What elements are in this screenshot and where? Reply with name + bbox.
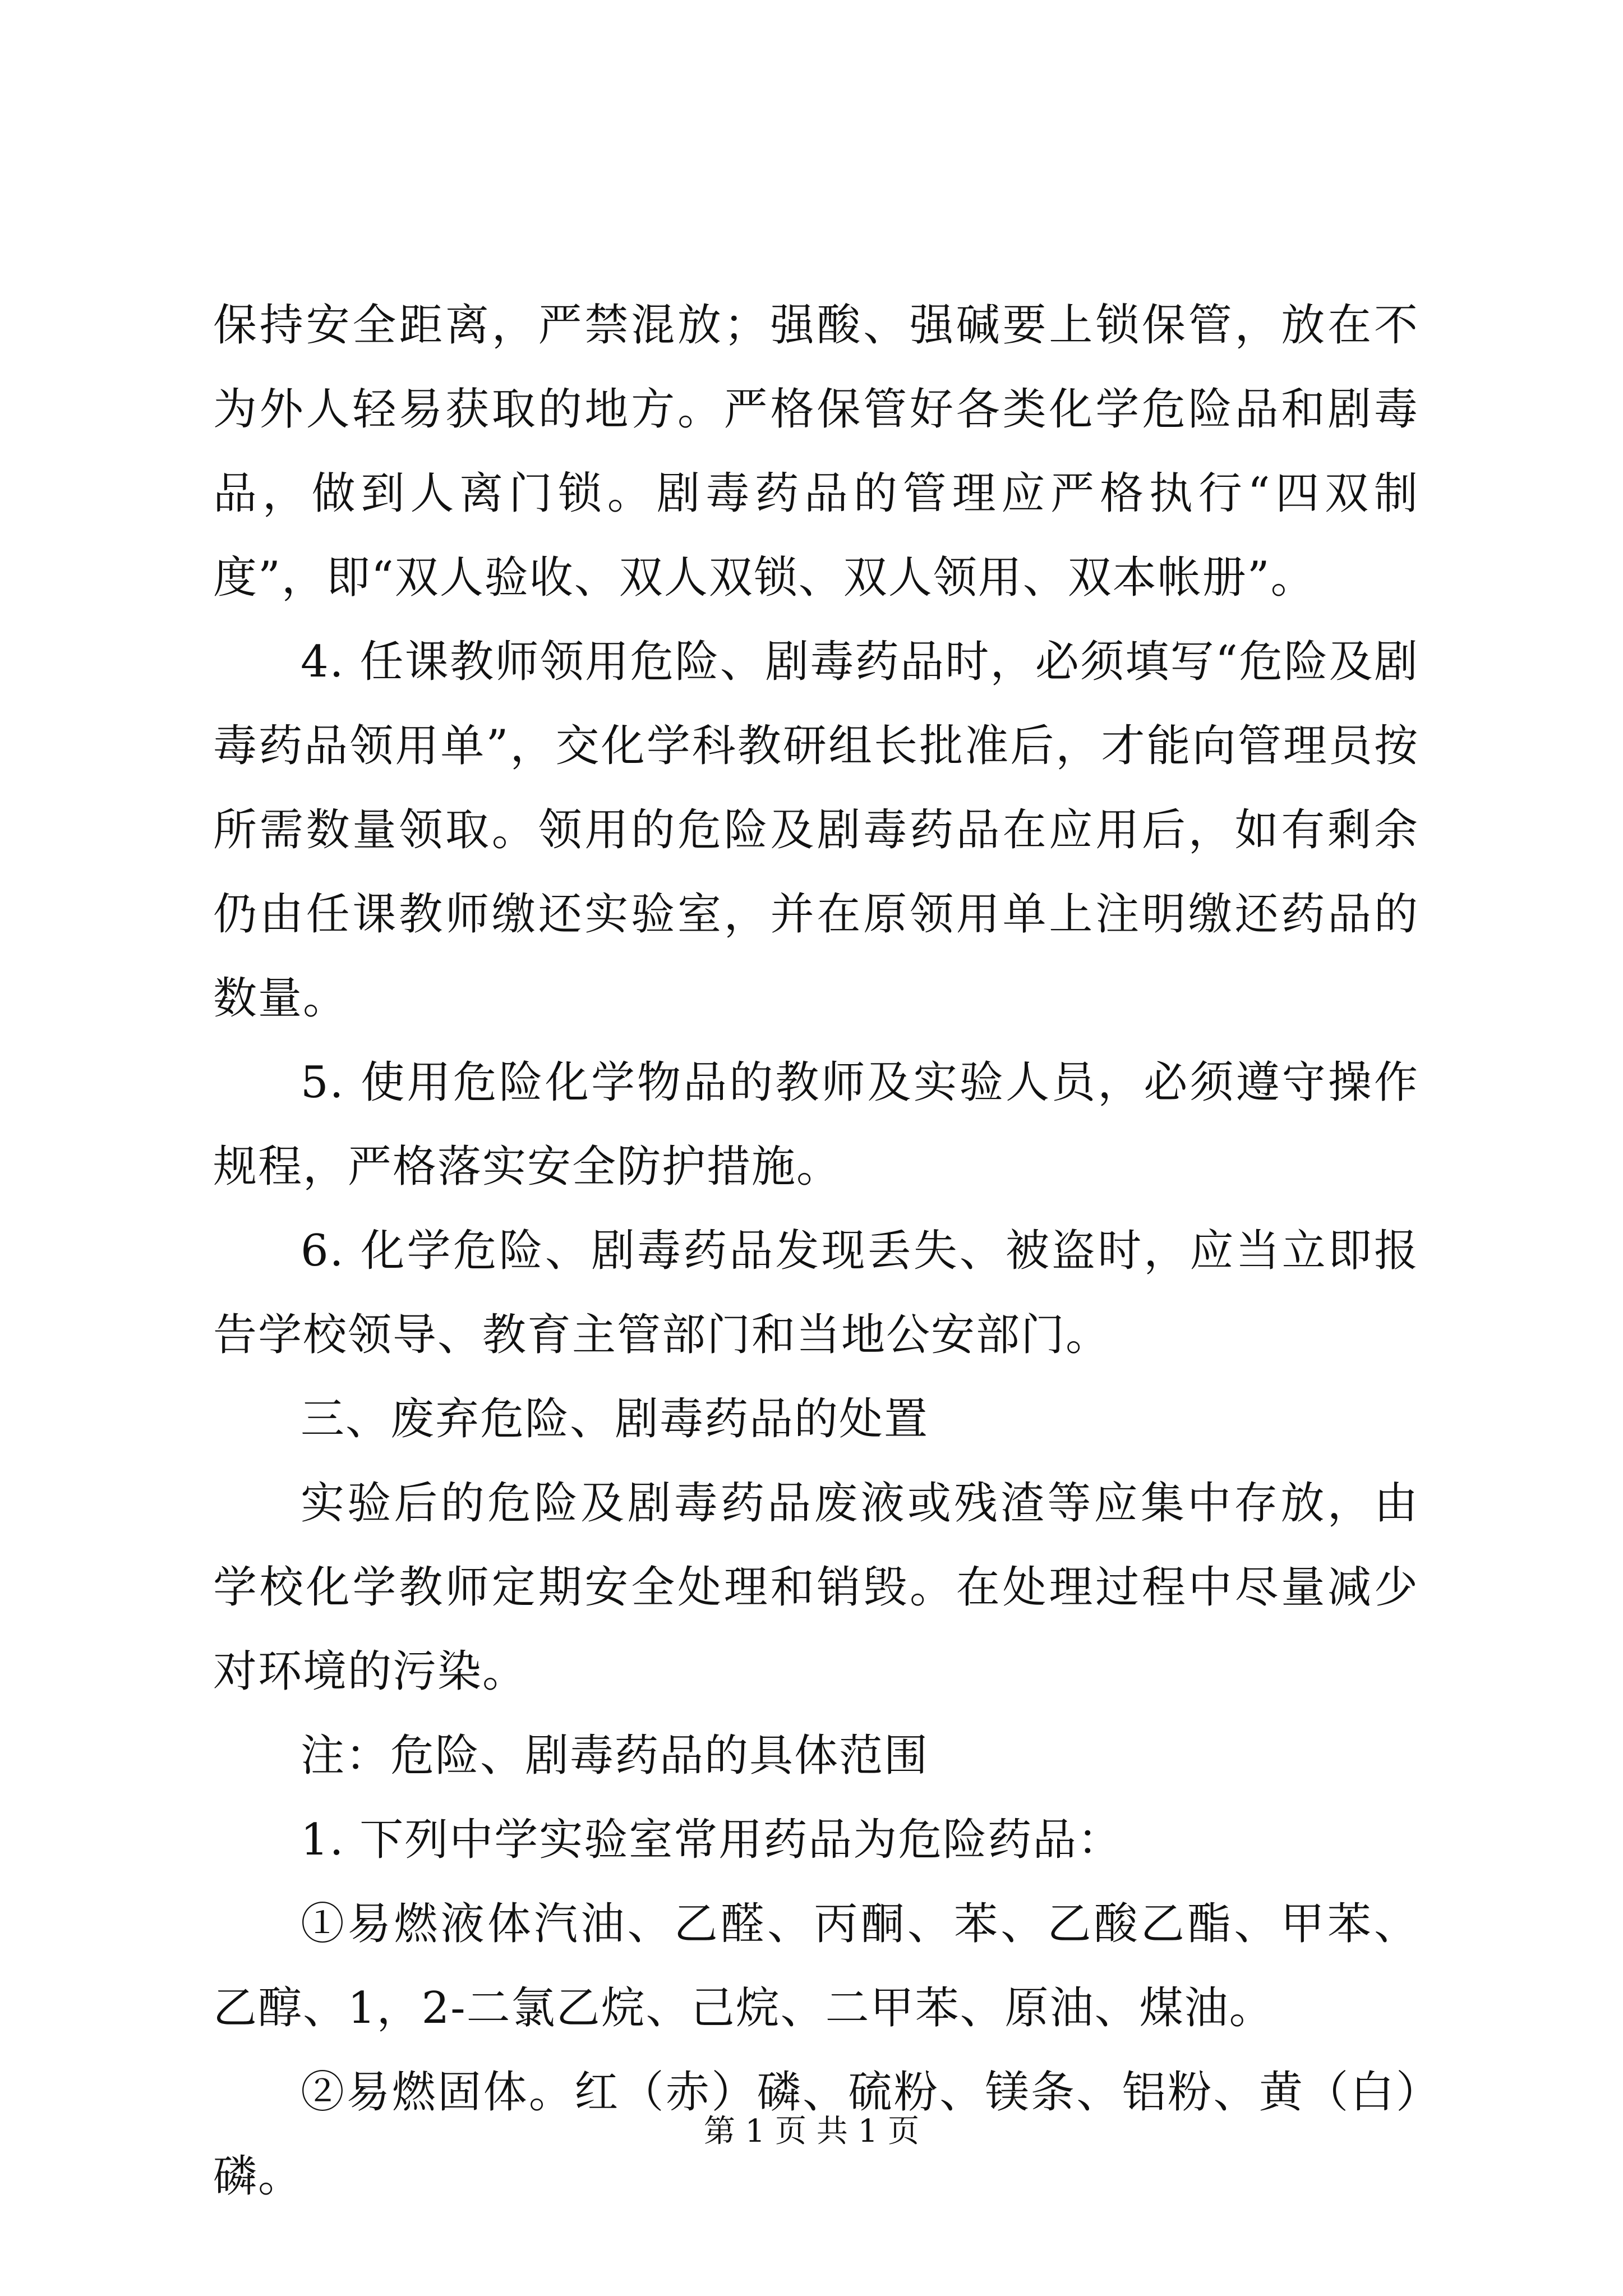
note-heading: 注：危险、剧毒药品的具体范围 (301, 1731, 929, 1781)
note-item-flammable-liquids: ①易燃液体汽油、乙醛、丙酮、苯、乙酸乙酯、甲苯、乙醇、1，2-二氯乙烷、己烷、二甲苯、原油、煤油。 (213, 1899, 1419, 2033)
paragraph-item-6: 6. 化学危险、剧毒药品发现丢失、被盗时，应当立即报告学校领导、教育主管部门和当地公安部门。 (213, 1226, 1419, 1360)
document-body (213, 283, 1419, 2219)
section-heading-disposal: 三、废弃危险、剧毒药品的处置 (301, 1394, 929, 1444)
note-item-flammable-solids: ②易燃固体。红（赤）磷、硫粉、镁条、铝粉、黄（白）磷。 (213, 2067, 1419, 2202)
page-footer: 第 1 页 共 1 页 (703, 2113, 920, 2150)
paragraph-item-4: 4. 任课教师领用危险、剧毒药品时，必须填写“危险及剧毒药品领用单”，交化学科教研组长批准后，才能向管理员按所需数量领取。领用的危险及剧毒药品在应用后，如有剩余仍由任课教师缴还实验室，并在原领用单上注明缴还药品的数量。 (213, 637, 1419, 1024)
note-item-1: 1. 下列中学实验室常用药品为危险药品： (301, 1815, 1123, 1865)
paragraph-disposal: 实验后的危险及剧毒药品废液或残渣等应集中存放，由学校化学教师定期安全处理和销毁。在处理过程中尽量减少对环境的污染。 (213, 1478, 1419, 1697)
paragraph-storage-rules: 保持安全距离，严禁混放；强酸、强碱要上锁保管，放在不为外人轻易获取的地方。严格保管好各类化学危险品和剧毒品，做到人离门锁。剧毒药品的管理应严格执行“四双制度”，即“双人验收、双人双锁、双人领用、双本帐册”。 (213, 300, 1419, 603)
paragraph-item-5: 5. 使用危险化学物品的教师及实验人员，必须遵守操作规程，严格落实安全防护措施。 (213, 1057, 1419, 1192)
